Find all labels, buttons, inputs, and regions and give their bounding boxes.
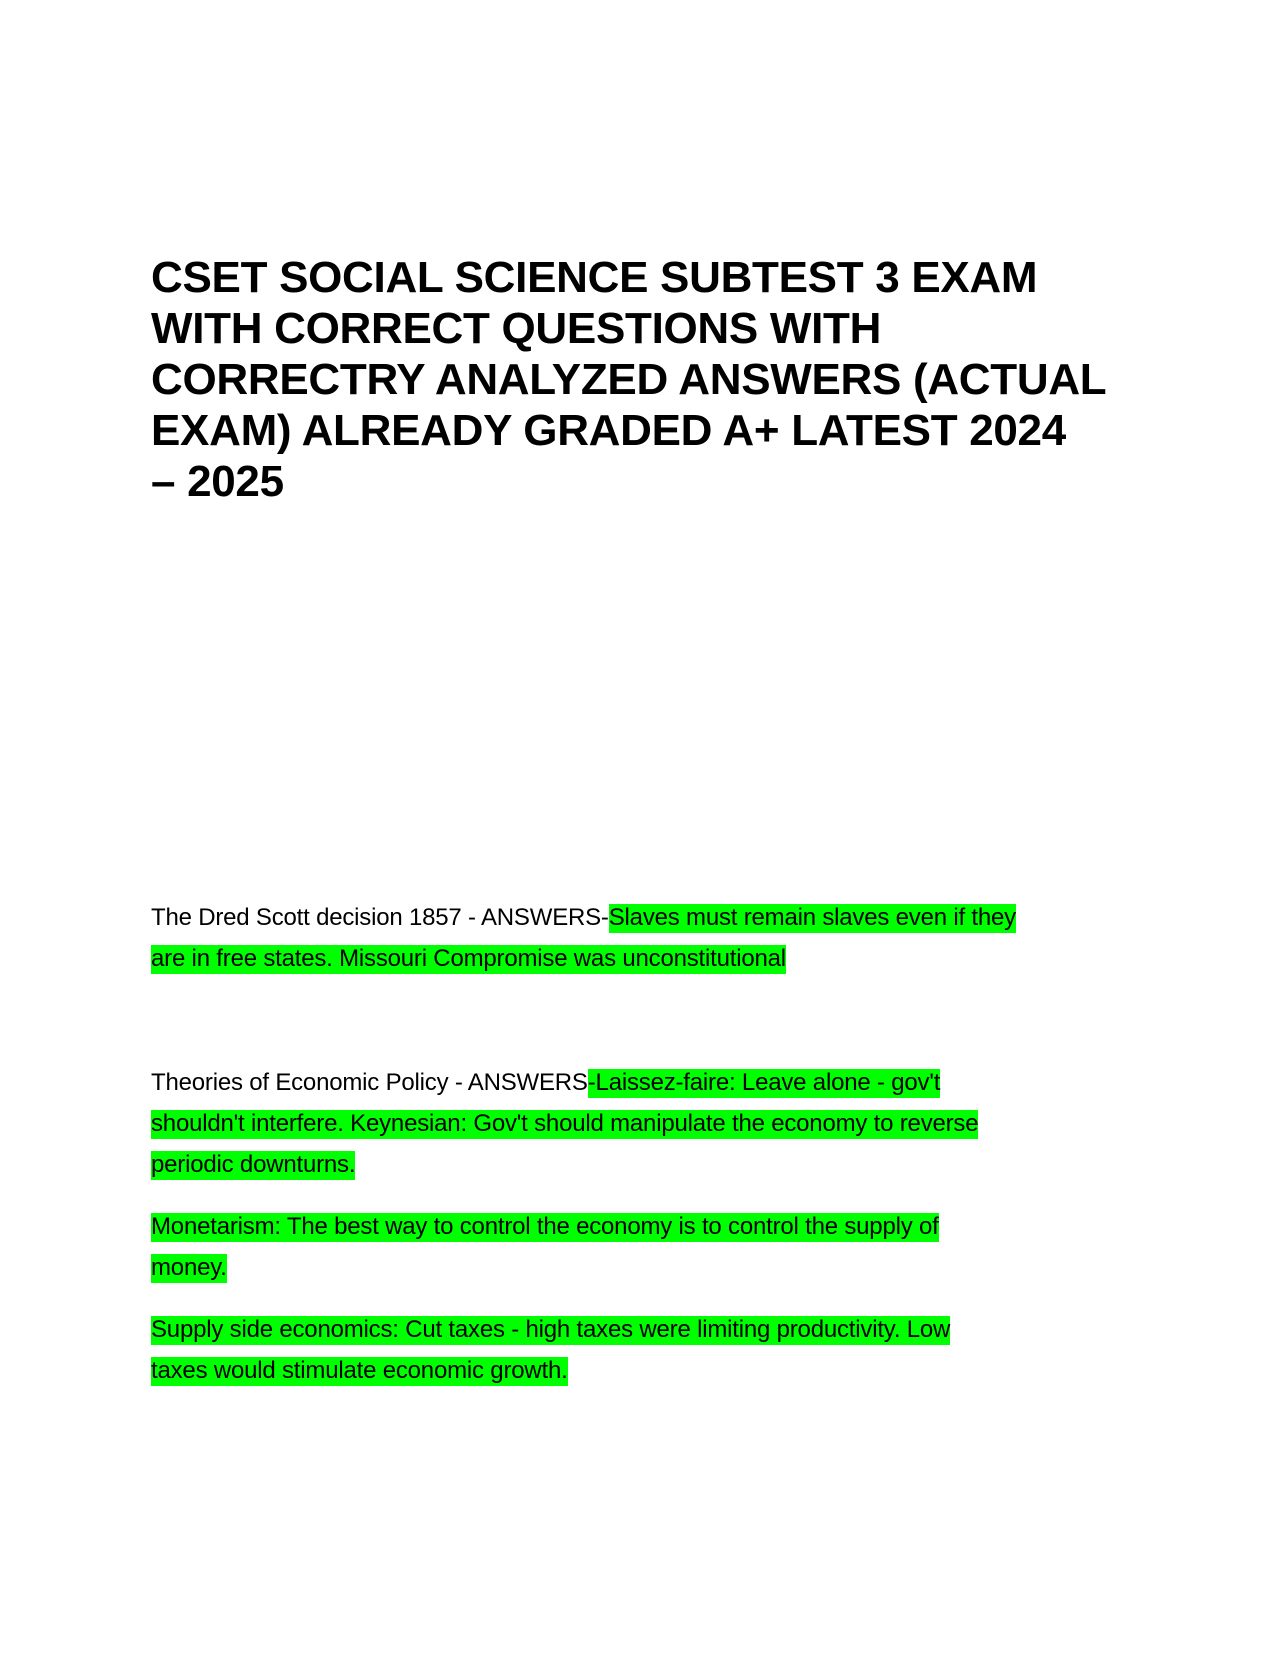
- answer-highlight: shouldn't interfere. Keynesian: Gov't should manipulate the economy to reverse: [151, 1110, 979, 1137]
- title-line: EXAM) ALREADY GRADED A+ LATEST 2024: [151, 406, 1066, 455]
- answer-highlight: Supply side economics: Cut taxes - high taxes were limiting productivity. Low: [151, 1316, 951, 1343]
- answer-highlight: Slaves must remain slaves even if they: [608, 904, 1016, 931]
- document-title: [151, 252, 1141, 507]
- title-line: WITH CORRECT QUESTIONS WITH: [151, 304, 882, 353]
- answer-highlight: money.: [151, 1254, 227, 1281]
- question-text: Theories of Economic Policy - ANSWERS: [151, 1069, 588, 1096]
- answer-highlight: periodic downturns.: [151, 1151, 356, 1178]
- question-text: The Dred Scott decision 1857 - ANSWERS-: [151, 904, 609, 931]
- title-line: CSET SOCIAL SCIENCE SUBTEST 3 EXAM: [151, 253, 1038, 302]
- qa-line: [151, 1062, 1151, 1103]
- answer-highlight: Monetarism: The best way to control the economy is to control the supply of: [151, 1213, 939, 1240]
- paragraph-supply-side: [151, 1309, 1151, 1391]
- qa-line: [151, 1144, 1151, 1185]
- paragraph-monetarism: [151, 1206, 1151, 1288]
- paragraph-line: [151, 1206, 1151, 1247]
- qa-item-economic-policy: [151, 1062, 1151, 1185]
- qa-item-dred-scott: [151, 897, 1151, 979]
- answer-highlight: taxes would stimulate economic growth.: [151, 1357, 568, 1384]
- paragraph-line: [151, 1350, 1151, 1391]
- qa-line: [151, 897, 1151, 938]
- paragraph-line: [151, 1309, 1151, 1350]
- qa-line: [151, 1103, 1151, 1144]
- paragraph-line: [151, 1247, 1151, 1288]
- answer-highlight: -Laissez-faire: Leave alone - gov't: [587, 1069, 941, 1096]
- title-line: – 2025: [151, 457, 284, 506]
- title-line: CORRECTRY ANALYZED ANSWERS (ACTUAL: [151, 355, 1107, 404]
- qa-line: [151, 938, 1151, 979]
- answer-highlight: are in free states. Missouri Compromise was unconstitutional: [151, 945, 786, 972]
